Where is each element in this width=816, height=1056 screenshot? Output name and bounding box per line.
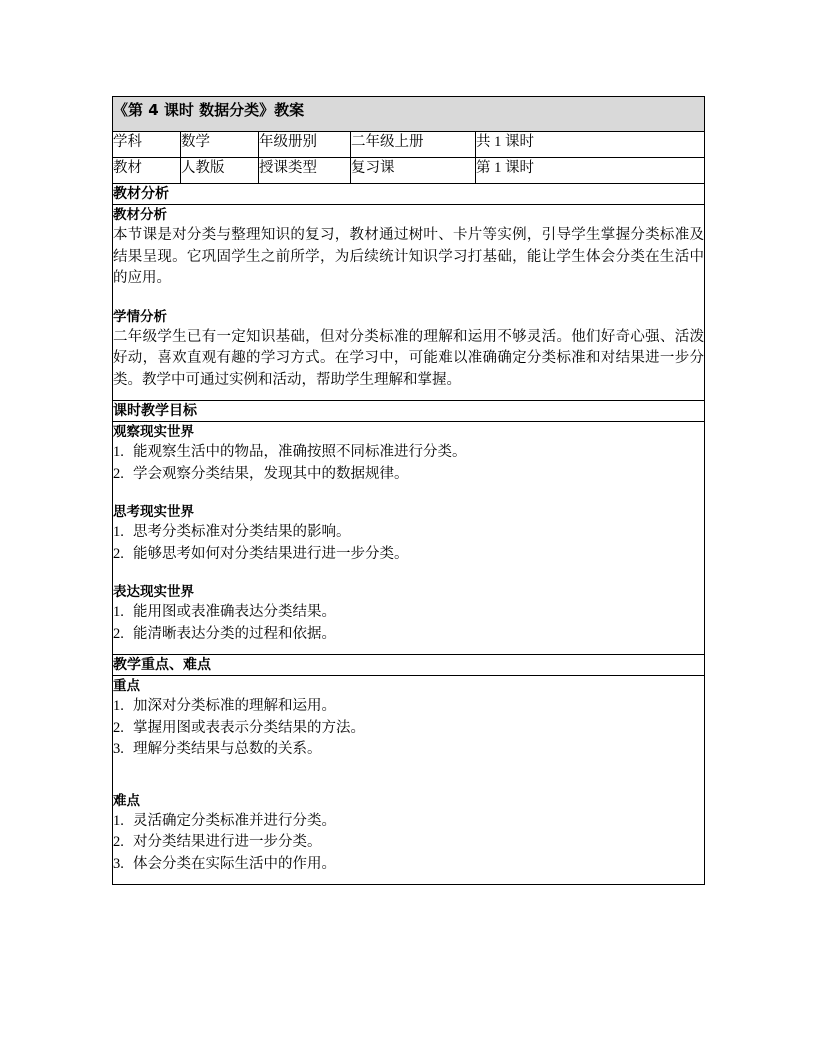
list-marker: 2. bbox=[113, 545, 124, 562]
block-paragraph: 本节课是对分类与整理知识的复习，教材通过树叶、卡片等实例，引导学生掌握分类标准及结果呈现。它巩固学生之前所学，为后续统计知识学习打基础，能让学生体会分类在生活中的应用。 bbox=[113, 227, 704, 286]
list-marker: 1. bbox=[113, 444, 124, 460]
section-header-label: 教学重点、难点 bbox=[113, 657, 211, 673]
info-label-textbook: 教材 bbox=[113, 158, 181, 184]
title-cell bbox=[113, 97, 705, 132]
list-item-text: 对分类结果进行进一步分类。 bbox=[133, 834, 322, 850]
list-item-text: 理解分类结果与总数的关系。 bbox=[133, 741, 322, 757]
list-item bbox=[113, 811, 704, 833]
info-value-grade: 二年级上册 bbox=[351, 132, 476, 158]
block-subtitle: 重点 bbox=[113, 678, 140, 694]
section-body-textbook-analysis bbox=[113, 205, 705, 401]
block-spacer bbox=[113, 290, 704, 307]
info-value-lesson-type: 复习课 bbox=[351, 158, 476, 184]
section-header-teaching-objectives bbox=[113, 401, 705, 422]
list-marker: 1. bbox=[113, 524, 124, 540]
list-marker: 3. bbox=[113, 855, 124, 872]
block-subtitle: 表达现实世界 bbox=[113, 584, 194, 600]
block-subtitle: 思考现实世界 bbox=[113, 504, 194, 520]
block-tail-spacer bbox=[113, 391, 704, 400]
list-item-text: 学会观察分类结果，发现其中的数据规律。 bbox=[133, 465, 409, 482]
list-item bbox=[113, 718, 704, 740]
list-item-text: 体会分类在实际生活中的作用。 bbox=[133, 855, 336, 872]
block-subtitle: 难点 bbox=[113, 792, 140, 809]
list-item bbox=[113, 464, 704, 486]
list-marker: 2. bbox=[113, 719, 124, 736]
title-row bbox=[113, 97, 705, 132]
list-item bbox=[113, 739, 704, 761]
list-marker: 1. bbox=[113, 698, 124, 714]
block-subtitle: 学情分析 bbox=[113, 308, 167, 325]
list-item-text: 能用图或表准确表达分类结果。 bbox=[133, 604, 336, 620]
list-item-text: 能观察生活中的物品，准确按照不同标准进行分类。 bbox=[133, 444, 467, 460]
block-subtitle: 观察现实世界 bbox=[113, 424, 194, 440]
section-header-key-difficult-points bbox=[113, 655, 705, 676]
document-title: 《第 4 课时 数据分类》教案 bbox=[113, 101, 305, 119]
list-item bbox=[113, 544, 704, 566]
objective-list bbox=[113, 442, 704, 485]
list-item bbox=[113, 442, 704, 464]
list-item bbox=[113, 602, 704, 624]
list-item bbox=[113, 854, 704, 876]
info-label-lesson-type: 授课类型 bbox=[259, 158, 351, 184]
list-item-text: 灵活确定分类标准并进行分类。 bbox=[133, 812, 336, 829]
info-value-textbook: 人教版 bbox=[181, 158, 259, 184]
info-value-total-periods: 共 1 课时 bbox=[476, 132, 705, 158]
list-marker: 1. bbox=[113, 604, 124, 620]
info-row bbox=[113, 158, 705, 184]
section-header-row bbox=[113, 401, 705, 422]
list-item-text: 掌握用图或表表示分类结果的方法。 bbox=[133, 719, 365, 736]
info-value-subject: 数学 bbox=[181, 132, 259, 158]
list-marker: 1. bbox=[113, 812, 124, 829]
list-marker: 2. bbox=[113, 834, 124, 850]
block-subtitle: 教材分析 bbox=[113, 207, 167, 223]
section-header-label: 教材分析 bbox=[113, 186, 169, 202]
block-paragraph: 二年级学生已有一定知识基础，但对分类标准的理解和运用不够灵活。他们好奇心强、活泼好动，喜欢直观有趣的学习方式。在学习中，可能难以准确确定分类标准和对结果进一步分类。教学中可通过实例和活动，帮助学生理解和掌握。 bbox=[113, 328, 704, 388]
section-body-key-difficult-points bbox=[113, 676, 705, 885]
block-tail-spacer bbox=[113, 645, 704, 654]
section-header-row bbox=[113, 184, 705, 205]
objective-list bbox=[113, 602, 704, 645]
section-body-row bbox=[113, 422, 705, 655]
block-lead-spacer bbox=[113, 778, 704, 791]
info-value-current-period: 第 1 课时 bbox=[476, 158, 705, 184]
info-label-grade: 年级册别 bbox=[259, 132, 351, 158]
section-body-teaching-objectives bbox=[113, 422, 705, 655]
list-marker: 3. bbox=[113, 741, 124, 757]
list-item bbox=[113, 522, 704, 544]
block-spacer bbox=[113, 485, 704, 502]
key-points-list bbox=[113, 696, 704, 761]
list-marker: 2. bbox=[113, 465, 124, 482]
block-spacer bbox=[113, 761, 704, 778]
objective-list bbox=[113, 522, 704, 565]
list-item bbox=[113, 696, 704, 718]
list-item-text: 能清晰表达分类的过程和依据。 bbox=[133, 625, 336, 642]
section-header-row bbox=[113, 655, 705, 676]
list-item bbox=[113, 624, 704, 646]
list-item-text: 思考分类标准对分类结果的影响。 bbox=[133, 524, 351, 540]
difficult-points-list bbox=[113, 811, 704, 876]
info-label-subject: 学科 bbox=[113, 132, 181, 158]
list-item-text: 能够思考如何对分类结果进行进一步分类。 bbox=[133, 545, 409, 562]
section-header-textbook-analysis bbox=[113, 184, 705, 205]
list-item-text: 加深对分类标准的理解和运用。 bbox=[133, 698, 336, 714]
section-body-row bbox=[113, 676, 705, 885]
info-row bbox=[113, 132, 705, 158]
section-body-row bbox=[113, 205, 705, 401]
list-item bbox=[113, 832, 704, 854]
lesson-plan-table bbox=[112, 96, 705, 885]
list-marker: 2. bbox=[113, 625, 124, 642]
section-header-label: 课时教学目标 bbox=[113, 403, 197, 419]
block-spacer bbox=[113, 565, 704, 582]
block-tail-spacer bbox=[113, 875, 704, 884]
